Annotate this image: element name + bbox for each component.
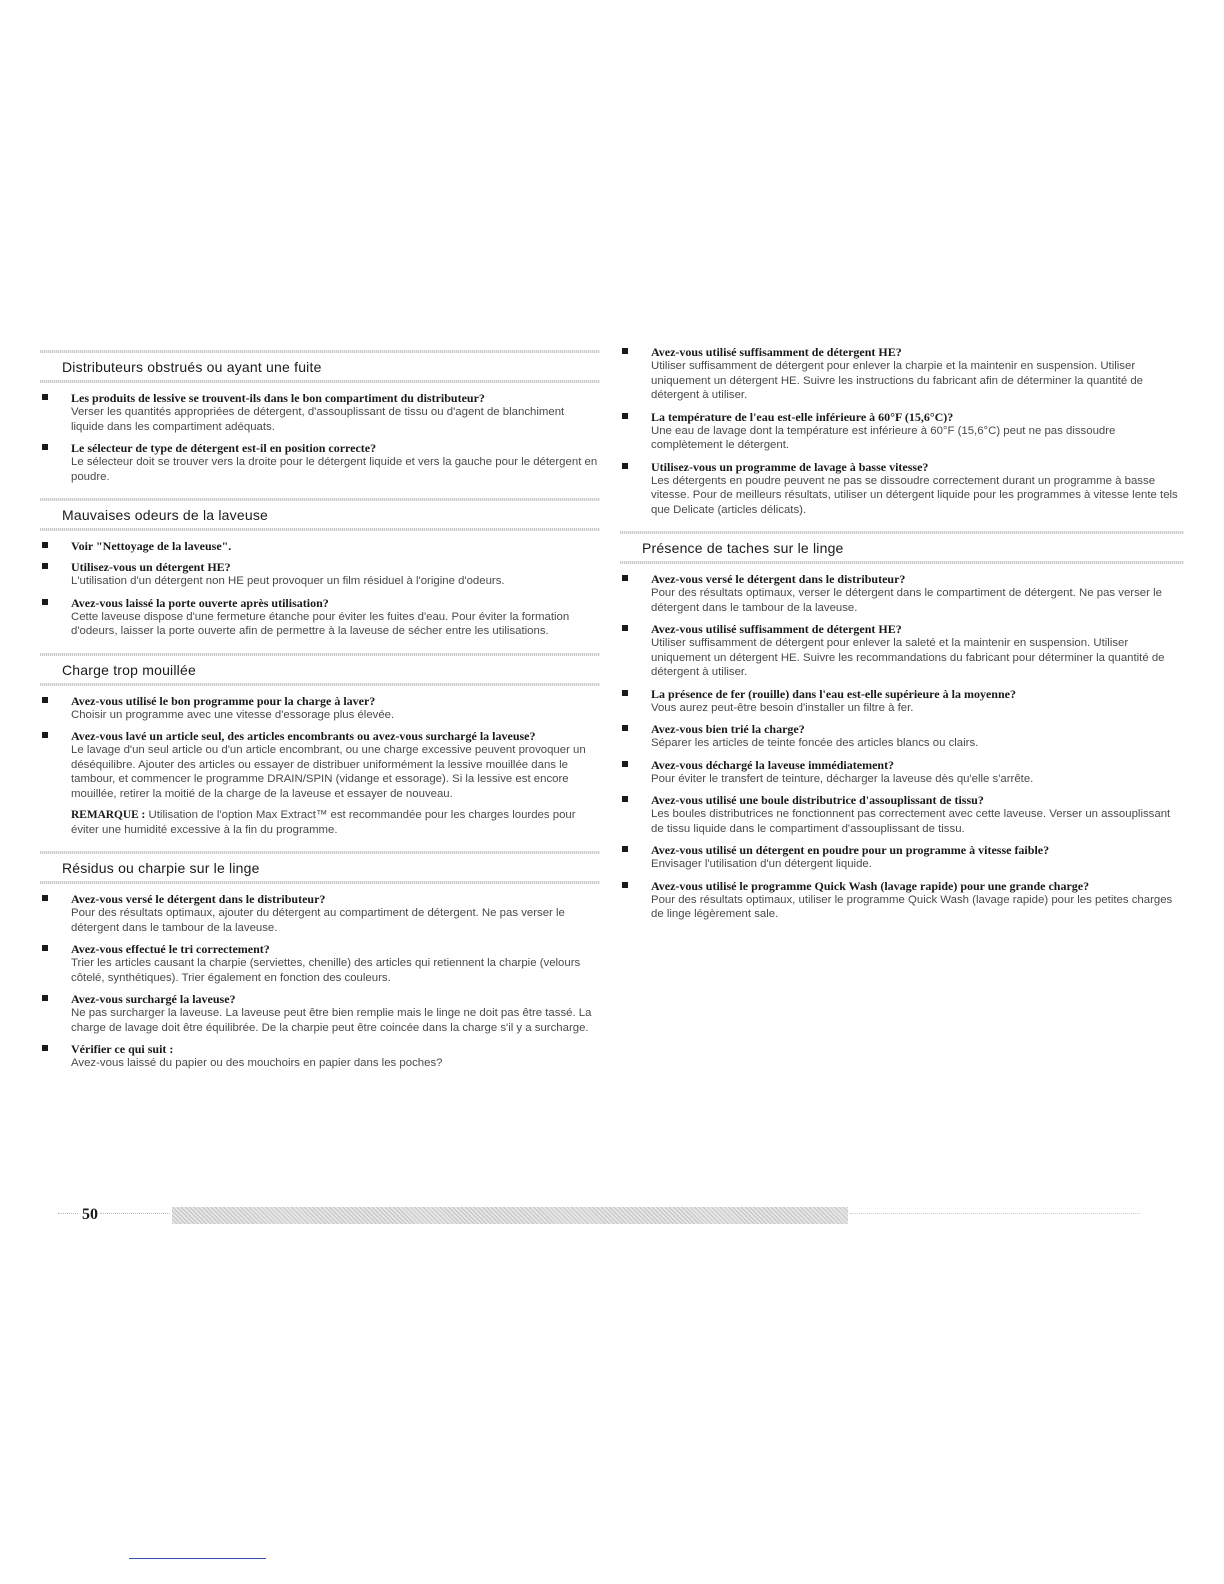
list-item [40, 560, 600, 589]
list-item [620, 622, 1184, 680]
item-question: Avez-vous utilisé un détergent en poudre pour un programme à vitesse faible? [651, 843, 1050, 857]
bullet-icon [622, 690, 628, 696]
bullet-icon [42, 732, 48, 738]
bullet-icon [42, 563, 48, 569]
item-answer: Pour des résultats optimaux, verser le détergent dans le compartiment de détergent. Ne pas verser le détergent dans le tambour de la laveuse. [651, 587, 1162, 614]
item-answer: Trier les articles causant la charpie (serviettes, chenille) des articles qui retiennent la charpie (velours côtelé, synthétiques). Trier également en fonction des couleurs. [71, 957, 581, 984]
bullet-icon [622, 575, 628, 581]
page-number: 50 [82, 1206, 98, 1223]
section-rule-bottom [40, 881, 600, 884]
right-column [620, 345, 1184, 929]
section-title: Mauvaises odeurs de la laveuse [62, 507, 269, 523]
list-item [40, 391, 600, 434]
item-answer: Avez-vous laissé du papier ou des mouchoirs en papier dans les poches? [71, 1057, 443, 1069]
item-answer: Une eau de lavage dont la température est inférieure à 60°F (15,6°C) peut ne pas dissoudre complètement le détergent. [651, 424, 1116, 451]
bullet-icon [42, 1045, 48, 1051]
section-rule-bottom [40, 683, 600, 686]
item-list [620, 572, 1184, 922]
item-list [40, 694, 600, 802]
item-list [40, 539, 600, 639]
item-question: Avez-vous utilisé le programme Quick Wash (lavage rapide) pour une grande charge? [651, 878, 1090, 893]
list-item [620, 879, 1184, 922]
section-header [620, 531, 1184, 564]
bullet-icon [42, 895, 48, 901]
bullet-icon [622, 882, 628, 888]
item-answer: Utiliser suffisamment de détergent pour enlever la saleté et la maintenir en suspension. Utiliser uniquement un détergent HE. Suivre les recommandations du fabricant pour déterminer la quantité de détergent à utiliser. [651, 637, 1165, 678]
section-title: Distributeurs obstrués ou ayant une fuite [62, 359, 322, 375]
item-question: Avez-vous laissé la porte ouverte après utilisation? [71, 595, 329, 610]
section-rule-bottom [620, 561, 1184, 564]
list-item [620, 572, 1184, 615]
list-item [40, 596, 600, 639]
list-item [620, 722, 1184, 751]
list-item [620, 843, 1184, 872]
item-question: Avez-vous utilisé le bon programme pour la charge à laver? [71, 693, 376, 708]
section-title: Présence de taches sur le linge [642, 540, 844, 556]
item-question: Avez-vous versé le détergent dans le distributeur? [71, 892, 326, 906]
item-answer: Séparer les articles de teinte foncée des articles blancs ou clairs. [651, 737, 979, 749]
item-answer: Pour éviter le transfert de teinture, décharger la laveuse dès qu'elle s'arrête. [651, 772, 1034, 785]
remark-note [40, 808, 600, 837]
item-question: Le sélecteur de type de détergent est-il en position correcte? [71, 441, 377, 455]
list-item [40, 992, 600, 1035]
section-title: Résidus ou charpie sur le linge [62, 860, 260, 876]
remark-text: Utilisation de l'option Max Extract™ est recommandée pour les charges lourdes pour éviter une humidité excessive à la fin du programme. [71, 809, 576, 836]
item-answer: Ne pas surcharger la laveuse. La laveuse peut être bien remplie mais le linge ne doit pas être tassé. La charge de lavage doit être équilibrée. De la charpie peut être coincée dans la charge s'il y a surcharge. [71, 1007, 592, 1034]
bullet-icon [42, 995, 48, 1001]
list-item [40, 729, 600, 801]
item-question: Utilisez-vous un programme de lavage à basse vitesse? [651, 459, 929, 474]
item-answer: Pour des résultats optimaux, utiliser le programme Quick Wash (lavage rapide) pour les petites charges de linge légèrement sale. [651, 893, 1173, 920]
item-answer: Utiliser suffisamment de détergent pour enlever la charpie et la maintenir en suspension. Utiliser uniquement un détergent HE. Suivre les instructions du fabricant afin de déterminer la quantité de détergent à utiliser. [651, 360, 1143, 401]
bullet-icon [622, 348, 628, 354]
item-list [40, 391, 600, 484]
remark-label: REMARQUE : [71, 809, 146, 821]
item-answer: Les boules distributrices ne fonctionnent pas correctement avec cette laveuse. Verser un assouplissant de tissu liquide dans le compartiment d'assouplissant de tissu. [651, 808, 1171, 835]
item-list [40, 892, 600, 1071]
item-question: Voir "Nettoyage de la laveuse". [71, 539, 232, 553]
bullet-icon [622, 796, 628, 802]
section-header [40, 851, 600, 884]
list-item [40, 441, 600, 484]
item-answer: Cette laveuse dispose d'une fermeture étanche pour éviter les fuites d'eau. Pour éviter la formation d'odeurs, laisser la porte ouverte afin de permettre à la laveuse de sécher entre les utilisations. [71, 610, 570, 637]
item-answer: Pour des résultats optimaux, ajouter du détergent au compartiment de détergent. Ne pas verser le détergent dans le tambour de la laveuse. [71, 907, 565, 934]
list-item [620, 410, 1184, 453]
left-column [40, 350, 600, 1078]
bottom-link-underline [129, 1558, 266, 1559]
item-question: La température de l'eau est-elle inférieure à 60°F (15,6°C)? [651, 409, 954, 424]
item-answer: Choisir un programme avec une vitesse d'essorage plus élevée. [71, 708, 395, 721]
section-header [40, 653, 600, 686]
item-question: Avez-vous effectué le tri correctement? [71, 942, 270, 956]
bullet-icon [622, 413, 628, 419]
footer-dotted-line-right [850, 1213, 1140, 1214]
bullet-icon [42, 444, 48, 450]
list-item [620, 460, 1184, 518]
bullet-icon [42, 394, 48, 400]
list-item [40, 539, 600, 553]
section-rule-bottom [40, 380, 600, 383]
bullet-icon [622, 846, 628, 852]
list-item [40, 1042, 600, 1071]
item-question: Avez-vous utilisé suffisamment de détergent HE? [651, 345, 902, 359]
list-item [620, 793, 1184, 836]
item-question: Avez-vous déchargé la laveuse immédiatement? [651, 757, 895, 772]
item-question: La présence de fer (rouille) dans l'eau est-elle supérieure à la moyenne? [651, 686, 1016, 701]
section-header [40, 498, 600, 531]
item-question: Avez-vous utilisé une boule distributrice d'assouplissant de tissu? [651, 793, 984, 807]
item-answer: Envisager l'utilisation d'un détergent liquide. [651, 858, 872, 870]
bullet-icon [42, 599, 48, 605]
item-question: Avez-vous surchargé la laveuse? [71, 992, 236, 1006]
bullet-icon [622, 463, 628, 469]
item-answer: Vous aurez peut-être besoin d'installer un filtre à fer. [651, 701, 914, 714]
item-answer: Le lavage d'un seul article ou d'un article encombrant, ou une charge excessive peuvent provoquer un déséquilibre. Ajouter des articles ou essayer de distribuer uniformément la lessive mouillée dans le tambour, et commencer le programme DRAIN/SPIN (vidange et essorage). Si la lessive est encore mouillée, retirer la moitié de la charge de la laveuse et essayer de nouveau. [71, 744, 586, 800]
item-question: Utilisez-vous un détergent HE? [71, 560, 231, 574]
item-question: Avez-vous versé le détergent dans le distributeur? [651, 572, 906, 586]
section-rule-bottom [40, 528, 600, 531]
list-item [620, 687, 1184, 716]
item-question: Les produits de lessive se trouvent-ils dans le bon compartiment du distributeur? [71, 391, 485, 405]
bullet-icon [42, 945, 48, 951]
item-question: Avez-vous lavé un article seul, des articles encombrants ou avez-vous surchargé la laveuse? [71, 729, 536, 743]
item-question: Avez-vous utilisé suffisamment de détergent HE? [651, 622, 902, 636]
list-item [620, 758, 1184, 787]
footer-bar [172, 1207, 848, 1224]
list-item [40, 694, 600, 723]
list-item [40, 942, 600, 985]
bullet-icon [42, 542, 48, 548]
item-list [620, 345, 1184, 517]
item-question: Vérifier ce qui suit : [71, 1042, 174, 1056]
bullet-icon [42, 697, 48, 703]
item-answer: Le sélecteur doit se trouver vers la droite pour le détergent liquide et vers la gauche pour le détergent en poudre. [71, 456, 598, 483]
item-answer: L'utilisation d'un détergent non HE peut provoquer un film résiduel à l'origine d'odeurs. [71, 575, 505, 587]
footer-dotted-line [100, 1213, 170, 1214]
item-answer: Les détergents en poudre peuvent ne pas se dissoudre correctement durant un programme à basse vitesse. Pour de meilleurs résultats, utiliser un détergent liquide pour les programmes à vitesse lente tels que Delicate (articles délicats). [651, 474, 1178, 516]
bullet-icon [622, 761, 628, 767]
item-answer: Verser les quantités appropriées de détergent, d'assouplissant de tissu ou d'agent de blanchiment liquide dans les compartiment adéquats. [71, 406, 565, 433]
section-title: Charge trop mouillée [62, 661, 196, 678]
footer-dotted-line-left [58, 1213, 78, 1214]
bullet-icon [622, 725, 628, 731]
bullet-icon [622, 625, 628, 631]
section-header [40, 350, 600, 383]
list-item [40, 892, 600, 935]
item-question: Avez-vous bien trié la charge? [651, 722, 805, 736]
list-item [620, 345, 1184, 403]
